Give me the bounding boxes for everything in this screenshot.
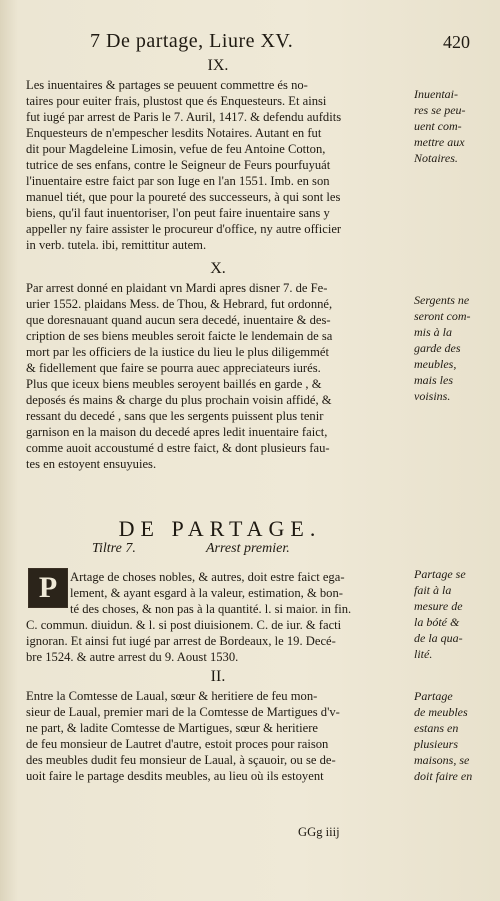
signature-mark: GGg iiij xyxy=(298,825,340,839)
paragraph-line: des meubles dudit feu monsieur de Laual, à sçauoir, ou se de- xyxy=(26,753,336,767)
paragraph-line: que doresnauant quand aucun sera decedé, inuentaire & des- xyxy=(26,313,331,327)
page-number: 420 xyxy=(443,32,470,52)
paragraph-line: ignoran. Et ainsi fut iugé par arrest de Bordeaux, le 19. Decé- xyxy=(26,634,336,648)
chapter-title: DE PARTAGE. xyxy=(118,516,322,541)
paragraph-line: mort par les officiers de la iustice du lieu le plus diligemmét xyxy=(26,345,329,359)
paragraph-line: taires pour euiter frais, plustost que és Enquesteurs. Et ainsi xyxy=(26,94,327,108)
paragraph-line: manuel tiét, que pour la poureté des successeurs, à qui sont les xyxy=(26,190,341,204)
paragraph-line: Les inuentaires & partages se peuuent commettre és no- xyxy=(26,78,308,92)
paragraph-line: l'inuentaire estre faict par son Iuge en l'an 1551. Imb. en son xyxy=(26,174,330,188)
paragraph-line: bre 1524. & autre arrest du 9. Aoust 1530. xyxy=(26,650,239,664)
paragraph-line: fut iugé par arrest de Paris le 7. Auril, 1417. & defendu aufdits xyxy=(26,110,342,124)
paragraph-line: ressant du decedé , sans que les sergents puissent plus tenir xyxy=(26,409,324,423)
margin-note-sergents: Sergents ne seront com- mis à la garde des meubles, mais les voisins. xyxy=(414,293,471,403)
paragraph-line: Enquesteurs de n'empescher lesdits Notaires. Autant en fut xyxy=(26,126,322,140)
paragraph-line: uoit faire le partage desdits meubles, au lieu où ils estoyent xyxy=(26,769,324,783)
paragraph-line: Par arrest donné en plaidant vn Mardi apres disner 7. de Fe- xyxy=(26,281,328,295)
paragraph-line: & fidellement que faire se pourra auec appreciateurs iurés. xyxy=(26,361,321,375)
margin-note-meubles: Partage de meubles estans en plusieurs maisons, se doit faire en xyxy=(414,689,473,783)
section-ix-heading: IX. xyxy=(207,57,229,74)
paragraph-line: tes en estoyent ensuyuies. xyxy=(26,457,157,471)
paragraph-line: appeller ny faire assister le procureur d'office, ny autre officier xyxy=(26,222,342,236)
paragraph-line: sieur de Laual, premier mari de la Comtesse de Martigues d'v- xyxy=(26,705,340,719)
paragraph-line: tutrice de ses enfans, contre le Seigneur de Feurs pourfuyuát xyxy=(26,158,331,172)
arrest-label: Arrest premier. xyxy=(206,541,290,556)
header-title: 7 De partage, Liure XV. xyxy=(90,30,294,52)
paragraph-line: té des choses, & non pas à la quantité. l. si maior. in fin. xyxy=(70,602,352,616)
paragraph-line: in verb. tutela. ibi, remittitur autem. xyxy=(26,238,207,252)
running-header xyxy=(90,30,470,56)
paragraph-line: comme auoit accoustumé d estre faict, & dont plusieurs fau- xyxy=(26,441,330,455)
paragraph-line: dit pour Magdeleine Limosin, vefue de feu Antoine Cotton, xyxy=(26,142,326,156)
margin-note-partage: Partage se fait à la mesure de la bóté & de la qua- lité. xyxy=(414,567,466,661)
paragraph-line: Entre la Comtesse de Laual, sœur & heritiere de feu mon- xyxy=(26,689,318,703)
margin-note-inuentaires: Inuentai- res se peu- uent com- mettre aux Notaires. xyxy=(414,87,466,165)
tiltre-label: Tiltre 7. xyxy=(92,541,136,556)
paragraph-line: Plus que iceux biens meubles seroyent baillés en garde , & xyxy=(26,377,322,391)
paragraph-line: garnison en la maison du decedé apres ledit inuentaire faict, xyxy=(26,425,328,439)
paragraph-line: de feu monsieur de Lautret d'autre, estoit proces pour raison xyxy=(26,737,329,751)
paragraph-line: lement, & ayant esgard à la valeur, estimation, & bon- xyxy=(70,586,343,600)
paragraph-line: biens, qu'il faut inuentoriser, l'on peut faire inuentaire sans y xyxy=(26,206,330,220)
paragraph-line: cription de ses biens meubles seroit faicte le lendemain de sa xyxy=(26,329,333,343)
paragraph-line: Artage de choses nobles, & autres, doit estre faict ega- xyxy=(70,570,345,584)
paragraph-line: C. commun. diuidun. & l. si post diuisionem. C. de iur. & facti xyxy=(26,618,342,632)
paragraph-line: ne part, & ladite Comtesse de Martigues, sœur & heritiere xyxy=(26,721,319,735)
paragraph-line: urier 1552. plaidans Mess. de Thou, & Hebrard, fut ordonné, xyxy=(26,297,333,311)
paragraph-line: deposés és mains & charge du plus prochain voisin affidé, & xyxy=(26,393,332,407)
section-x-heading: X. xyxy=(210,260,226,277)
section-ii-heading: II. xyxy=(210,668,226,685)
drop-cap-ornament: P xyxy=(28,568,68,608)
